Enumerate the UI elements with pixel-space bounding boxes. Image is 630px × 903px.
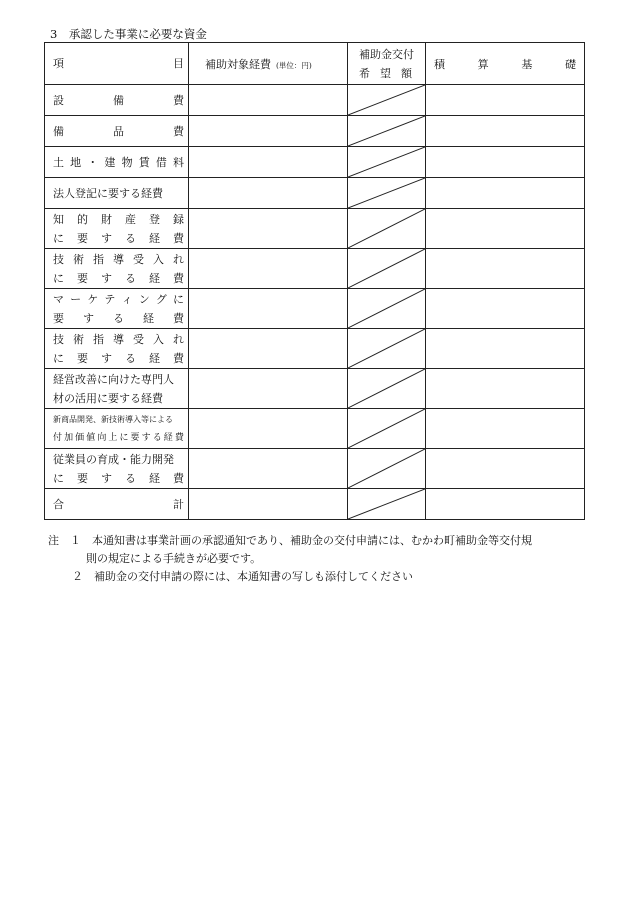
char: 経	[163, 432, 173, 443]
table-body	[45, 85, 585, 520]
basis-cell[interactable]	[426, 489, 585, 520]
diagonal-slash	[348, 178, 425, 208]
expense-item-line	[53, 309, 184, 328]
note-2: ２ 補助金の交付申請の際には、本通知書の写しも添付してください	[72, 570, 413, 583]
expense-item-line	[53, 290, 184, 309]
hope-amount-cell-slashed	[348, 409, 426, 449]
hope-amount-cell-slashed	[348, 116, 426, 147]
hope-amount-cell-slashed	[348, 209, 426, 249]
char: 値	[86, 432, 96, 443]
char: 指	[93, 332, 104, 346]
char: 要	[77, 231, 88, 245]
basis-cell[interactable]	[426, 147, 585, 178]
table-header-row	[45, 43, 585, 85]
expense-item-line	[53, 269, 184, 288]
diagonal-slash	[348, 249, 425, 288]
expense-item-line	[53, 450, 184, 469]
char: 要	[77, 471, 88, 485]
section-title: 3 承認した事業に必要な資金	[50, 27, 207, 41]
char: 地	[70, 155, 82, 169]
char: ー	[70, 292, 82, 306]
diagonal-slash	[348, 409, 425, 448]
char: 導	[113, 332, 124, 346]
basis-cell[interactable]	[426, 449, 585, 489]
table-row	[45, 369, 585, 409]
amount-cell[interactable]	[189, 178, 348, 209]
expense-item	[45, 249, 189, 289]
table-row	[45, 249, 585, 289]
char: 向	[97, 432, 107, 443]
amount-cell[interactable]	[189, 249, 348, 289]
expense-item	[45, 449, 189, 489]
amount-cell[interactable]	[189, 449, 348, 489]
expense-item-line	[53, 330, 184, 349]
char: 経	[149, 271, 160, 285]
amount-cell[interactable]	[189, 147, 348, 178]
char: 経	[149, 351, 160, 365]
note-1-line2: 則の規定による手続きが必要です。	[86, 552, 262, 565]
table-row	[45, 116, 585, 147]
char: る	[152, 432, 162, 443]
header-hope-line1: 補助金交付	[359, 47, 414, 61]
diagonal-slash	[348, 116, 425, 146]
expense-item-line	[53, 229, 184, 248]
expense-item-line	[53, 349, 184, 368]
char: 録	[173, 212, 184, 226]
table-row	[45, 85, 585, 116]
header-basis	[426, 43, 585, 85]
expense-item-line	[53, 429, 184, 448]
hope-amount-cell-slashed	[348, 289, 426, 329]
char: 費	[173, 311, 184, 325]
char: 材の活用に要する経費	[53, 391, 163, 405]
diagonal-slash	[348, 147, 425, 177]
char: 項	[53, 57, 64, 70]
table-row	[45, 178, 585, 209]
char: 受	[133, 332, 144, 346]
table-row	[45, 489, 585, 520]
table-row	[45, 409, 585, 449]
hope-amount-cell-slashed	[348, 329, 426, 369]
char: 財	[101, 212, 112, 226]
char: す	[101, 351, 112, 365]
char: ィ	[121, 292, 133, 306]
diagonal-slash	[348, 449, 425, 488]
char: 借	[155, 155, 167, 169]
expense-item	[45, 209, 189, 249]
expense-item-line	[53, 184, 184, 203]
char: ケ	[87, 292, 99, 306]
char: 積	[434, 57, 445, 71]
amount-cell[interactable]	[189, 489, 348, 520]
char: 産	[125, 212, 136, 226]
char: グ	[155, 292, 167, 306]
char: マ	[53, 292, 64, 306]
char: 受	[133, 252, 144, 266]
char: す	[83, 311, 94, 325]
expense-item	[45, 116, 189, 147]
hope-amount-cell-slashed	[348, 369, 426, 409]
char: る	[113, 311, 124, 325]
expense-item	[45, 329, 189, 369]
header-item	[45, 43, 189, 85]
char: す	[101, 231, 112, 245]
char: 導	[113, 252, 124, 266]
amount-cell[interactable]	[189, 209, 348, 249]
char: 費	[173, 271, 184, 285]
expense-item	[45, 369, 189, 409]
expense-item	[45, 409, 189, 449]
basis-cell[interactable]	[426, 369, 585, 409]
hope-amount-cell-slashed	[348, 249, 426, 289]
header-amount-unit: (単位：円)	[276, 60, 312, 70]
amount-cell[interactable]	[189, 369, 348, 409]
char: す	[141, 432, 151, 443]
char: 費	[173, 231, 184, 245]
char: 術	[73, 332, 84, 346]
expense-item	[45, 489, 189, 520]
diagonal-slash	[348, 329, 425, 368]
char: 経	[149, 231, 160, 245]
diagonal-slash	[348, 489, 425, 519]
expense-item-line	[53, 410, 184, 429]
note-1-line1: 注 １ 本通知書は事業計画の承認通知であり、補助金の交付申請には、むかわ町補助金等交付規	[48, 534, 532, 547]
hope-amount-cell-slashed	[348, 449, 426, 489]
char: に	[172, 292, 184, 306]
diagonal-slash	[348, 369, 425, 408]
table-row	[45, 449, 585, 489]
table-row	[45, 209, 585, 249]
hope-amount-cell-slashed	[348, 147, 426, 178]
char: に	[53, 351, 64, 365]
expense-item-line	[53, 153, 184, 172]
char: 賃	[138, 155, 150, 169]
char: す	[101, 271, 112, 285]
amount-cell[interactable]	[189, 289, 348, 329]
char: 入	[153, 332, 164, 346]
amount-cell[interactable]	[189, 409, 348, 449]
table-row	[45, 329, 585, 369]
char: 技	[53, 252, 64, 266]
char: る	[125, 271, 136, 285]
char: 物	[121, 155, 133, 169]
amount-cell[interactable]	[189, 116, 348, 147]
char: に	[53, 471, 64, 485]
char: 料	[172, 155, 184, 169]
char: 術	[73, 252, 84, 266]
char: 算	[477, 57, 489, 71]
char: 基	[521, 57, 533, 71]
expense-item-line	[53, 389, 184, 408]
char: 法人登記に要する経費	[53, 186, 163, 200]
diagonal-slash	[348, 85, 425, 115]
diagonal-slash	[348, 289, 425, 328]
funding-table	[44, 42, 585, 520]
char: れ	[173, 252, 184, 266]
header-hope	[348, 43, 426, 85]
char: 従業員の育成・能力開発	[53, 452, 174, 466]
char: テ	[104, 292, 116, 306]
char: 備	[113, 93, 124, 107]
char: 費	[174, 432, 184, 443]
char: る	[125, 471, 136, 485]
char: 計	[173, 497, 184, 511]
expense-item-line	[53, 469, 184, 488]
table-row	[45, 289, 585, 329]
header-amount-label: 補助対象経費	[205, 57, 271, 71]
basis-cell[interactable]	[426, 409, 585, 449]
char: 礎	[564, 57, 576, 71]
basis-cell[interactable]	[426, 249, 585, 289]
char: 入	[153, 252, 164, 266]
expense-item	[45, 147, 189, 178]
char: 経	[143, 311, 154, 325]
hope-amount-cell-slashed	[348, 85, 426, 116]
expense-item-line	[53, 91, 184, 110]
basis-cell[interactable]	[426, 85, 585, 116]
char: 備	[53, 124, 64, 138]
char: す	[101, 471, 112, 485]
char: 土	[53, 155, 64, 169]
expense-item-line	[53, 122, 184, 141]
expense-item-line	[53, 370, 184, 389]
char: 指	[93, 252, 104, 266]
diagonal-slash	[348, 209, 425, 248]
char: 費	[173, 351, 184, 365]
char: 上	[108, 432, 118, 443]
char: 合	[53, 497, 64, 511]
char: 費	[173, 471, 184, 485]
char: 加	[64, 432, 74, 443]
char: 経営改善に向けた専門人	[53, 372, 174, 386]
header-amount	[189, 43, 348, 85]
hope-amount-cell-slashed	[348, 489, 426, 520]
header-hope-line2: 希望額	[359, 66, 422, 80]
char: 目	[173, 57, 184, 70]
char: 建	[104, 155, 116, 169]
char: 価	[75, 432, 85, 443]
char: ・	[87, 155, 99, 169]
char: 経	[149, 471, 160, 485]
expense-item-line	[53, 250, 184, 269]
char: ン	[138, 292, 150, 306]
basis-cell[interactable]	[426, 329, 585, 369]
char: に	[119, 432, 129, 443]
expense-item	[45, 289, 189, 329]
basis-cell[interactable]	[426, 116, 585, 147]
hope-amount-cell-slashed	[348, 178, 426, 209]
char: 付	[53, 432, 63, 443]
char: 要	[77, 271, 88, 285]
char: 費	[173, 124, 184, 138]
char: 品	[113, 124, 124, 138]
amount-cell[interactable]	[189, 85, 348, 116]
amount-cell[interactable]	[189, 329, 348, 369]
char: 設	[53, 93, 64, 107]
char: 新商品開発、新技術導入等による	[53, 414, 173, 424]
char: る	[125, 231, 136, 245]
char: 要	[130, 432, 140, 443]
char: 登	[149, 212, 160, 226]
expense-item	[45, 178, 189, 209]
char: 費	[173, 93, 184, 107]
table-row	[45, 147, 585, 178]
char: 知	[53, 212, 64, 226]
char: る	[125, 351, 136, 365]
char: 技	[53, 332, 64, 346]
basis-cell[interactable]	[426, 209, 585, 249]
char: 要	[53, 311, 64, 325]
expense-item	[45, 85, 189, 116]
expense-item-line	[53, 495, 184, 514]
basis-cell[interactable]	[426, 289, 585, 329]
char: に	[53, 271, 64, 285]
char: れ	[173, 332, 184, 346]
notes	[48, 532, 588, 586]
char: 的	[77, 212, 88, 226]
char: 要	[77, 351, 88, 365]
expense-item-line	[53, 210, 184, 229]
basis-cell[interactable]	[426, 178, 585, 209]
char: に	[53, 231, 64, 245]
